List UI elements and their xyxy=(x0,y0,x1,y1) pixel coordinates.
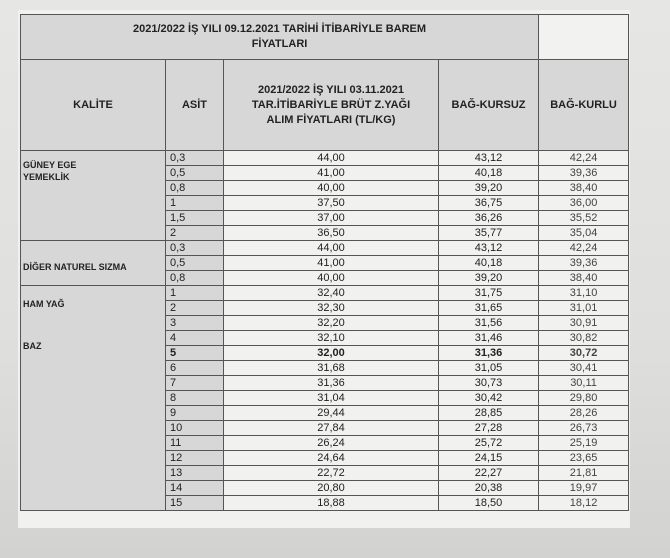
bag-kurlu-cell: 30,82 xyxy=(539,331,629,346)
bag-kurlu-cell: 18,12 xyxy=(539,496,629,511)
price-cell: 20,80 xyxy=(224,481,439,496)
group-label-yemeklik: YEMEKLİK xyxy=(23,172,70,182)
asit-cell: 2 xyxy=(166,301,224,316)
asit-cell: 11 xyxy=(166,436,224,451)
bag-kurlu-cell: 31,10 xyxy=(539,286,629,301)
price-table xyxy=(20,14,629,511)
group-label-guney-ege: GÜNEY EGE xyxy=(23,160,77,170)
bag-kurlu-cell: 38,40 xyxy=(539,181,629,196)
header-bag-kurlu: BAĞ-KURLU xyxy=(539,60,629,151)
asit-cell: 2 xyxy=(166,226,224,241)
header-price: 2021/2022 İŞ YILI 03.11.2021 TAR.İTİBARİYLE BRÜT Z.YAĞI ALIM FİYATLARI (TL/KG) xyxy=(224,60,439,151)
bag-kurlu-cell: 30,41 xyxy=(539,361,629,376)
bag-kurlu-cell: 42,24 xyxy=(539,151,629,166)
price-cell: 32,10 xyxy=(224,331,439,346)
bag-kursuz-cell: 18,50 xyxy=(439,496,539,511)
bag-kurlu-cell: 19,97 xyxy=(539,481,629,496)
group-label-diger: DİĞER NATUREL SIZMA xyxy=(23,262,127,272)
table-row xyxy=(21,151,629,166)
bag-kursuz-cell: 25,72 xyxy=(439,436,539,451)
bag-kurlu-cell: 35,52 xyxy=(539,211,629,226)
asit-cell: 1,5 xyxy=(166,211,224,226)
header-bag-kursuz: BAĞ-KURSUZ xyxy=(439,60,539,151)
asit-cell: 0,5 xyxy=(166,166,224,181)
bag-kursuz-cell: 24,15 xyxy=(439,451,539,466)
bag-kursuz-cell: 35,77 xyxy=(439,226,539,241)
asit-cell: 15 xyxy=(166,496,224,511)
price-cell: 22,72 xyxy=(224,466,439,481)
price-cell: 40,00 xyxy=(224,181,439,196)
bag-kurlu-cell: 39,36 xyxy=(539,166,629,181)
price-cell: 40,00 xyxy=(224,271,439,286)
table-row xyxy=(21,241,629,256)
asit-cell: 13 xyxy=(166,466,224,481)
price-cell: 37,50 xyxy=(224,196,439,211)
asit-cell: 1 xyxy=(166,196,224,211)
price-cell: 32,00 xyxy=(224,346,439,361)
header-asit: ASİT xyxy=(166,60,224,151)
price-cell: 44,00 xyxy=(224,151,439,166)
quality-group xyxy=(21,241,166,286)
bag-kursuz-cell: 30,42 xyxy=(439,391,539,406)
bag-kursuz-cell: 31,46 xyxy=(439,331,539,346)
bag-kursuz-cell: 39,20 xyxy=(439,181,539,196)
price-cell: 32,40 xyxy=(224,286,439,301)
asit-cell: 3 xyxy=(166,316,224,331)
price-cell: 26,24 xyxy=(224,436,439,451)
asit-cell: 4 xyxy=(166,331,224,346)
bag-kursuz-cell: 28,85 xyxy=(439,406,539,421)
asit-cell: 7 xyxy=(166,376,224,391)
group-label-baz: BAZ xyxy=(23,341,42,351)
group-label-ham-yag: HAM YAĞ xyxy=(23,299,65,309)
blank-cell xyxy=(539,15,629,60)
price-cell: 18,88 xyxy=(224,496,439,511)
price-cell: 31,04 xyxy=(224,391,439,406)
title-row xyxy=(21,15,629,60)
price-cell: 41,00 xyxy=(224,256,439,271)
price-cell: 32,20 xyxy=(224,316,439,331)
price-cell: 32,30 xyxy=(224,301,439,316)
price-cell: 37,00 xyxy=(224,211,439,226)
price-cell: 31,68 xyxy=(224,361,439,376)
bag-kurlu-cell: 31,01 xyxy=(539,301,629,316)
table-row xyxy=(21,286,629,301)
price-cell: 24,64 xyxy=(224,451,439,466)
bag-kurlu-cell: 21,81 xyxy=(539,466,629,481)
bag-kurlu-cell: 42,24 xyxy=(539,241,629,256)
quality-group xyxy=(21,151,166,241)
header-row xyxy=(21,60,629,151)
bag-kursuz-cell: 39,20 xyxy=(439,271,539,286)
bag-kurlu-cell: 30,11 xyxy=(539,376,629,391)
bag-kursuz-cell: 31,65 xyxy=(439,301,539,316)
bag-kurlu-cell: 36,00 xyxy=(539,196,629,211)
header-kalite: KALİTE xyxy=(21,60,166,151)
bag-kursuz-cell: 43,12 xyxy=(439,151,539,166)
bag-kursuz-cell: 31,56 xyxy=(439,316,539,331)
bag-kursuz-cell: 22,27 xyxy=(439,466,539,481)
bag-kursuz-cell: 36,26 xyxy=(439,211,539,226)
asit-cell: 6 xyxy=(166,361,224,376)
asit-cell: 8 xyxy=(166,391,224,406)
bag-kursuz-cell: 30,73 xyxy=(439,376,539,391)
bag-kurlu-cell: 30,72 xyxy=(539,346,629,361)
bag-kursuz-cell: 36,75 xyxy=(439,196,539,211)
quality-group xyxy=(21,286,166,511)
price-cell: 31,36 xyxy=(224,376,439,391)
asit-cell: 0,3 xyxy=(166,151,224,166)
asit-cell: 5 xyxy=(166,346,224,361)
bag-kursuz-cell: 31,05 xyxy=(439,361,539,376)
bag-kurlu-cell: 35,04 xyxy=(539,226,629,241)
bag-kursuz-cell: 43,12 xyxy=(439,241,539,256)
bag-kursuz-cell: 40,18 xyxy=(439,166,539,181)
bag-kurlu-cell: 26,73 xyxy=(539,421,629,436)
asit-cell: 14 xyxy=(166,481,224,496)
price-cell: 44,00 xyxy=(224,241,439,256)
bag-kurlu-cell: 38,40 xyxy=(539,271,629,286)
bag-kurlu-cell: 29,80 xyxy=(539,391,629,406)
price-cell: 41,00 xyxy=(224,166,439,181)
bag-kurlu-cell: 28,26 xyxy=(539,406,629,421)
asit-cell: 9 xyxy=(166,406,224,421)
asit-cell: 0,3 xyxy=(166,241,224,256)
bag-kurlu-cell: 25,19 xyxy=(539,436,629,451)
bag-kursuz-cell: 40,18 xyxy=(439,256,539,271)
asit-cell: 10 xyxy=(166,421,224,436)
price-cell: 29,44 xyxy=(224,406,439,421)
bag-kursuz-cell: 31,75 xyxy=(439,286,539,301)
table-title: 2021/2022 İŞ YILI 09.12.2021 TARİHİ İTİBARİYLE BAREM FİYATLARI xyxy=(21,15,539,60)
asit-cell: 12 xyxy=(166,451,224,466)
bag-kurlu-cell: 39,36 xyxy=(539,256,629,271)
bag-kursuz-cell: 20,38 xyxy=(439,481,539,496)
price-cell: 27,84 xyxy=(224,421,439,436)
price-cell: 36,50 xyxy=(224,226,439,241)
asit-cell: 0,8 xyxy=(166,181,224,196)
asit-cell: 1 xyxy=(166,286,224,301)
asit-cell: 0,8 xyxy=(166,271,224,286)
bag-kursuz-cell: 27,28 xyxy=(439,421,539,436)
bag-kurlu-cell: 23,65 xyxy=(539,451,629,466)
bag-kurlu-cell: 30,91 xyxy=(539,316,629,331)
asit-cell: 0,5 xyxy=(166,256,224,271)
bag-kursuz-cell: 31,36 xyxy=(439,346,539,361)
